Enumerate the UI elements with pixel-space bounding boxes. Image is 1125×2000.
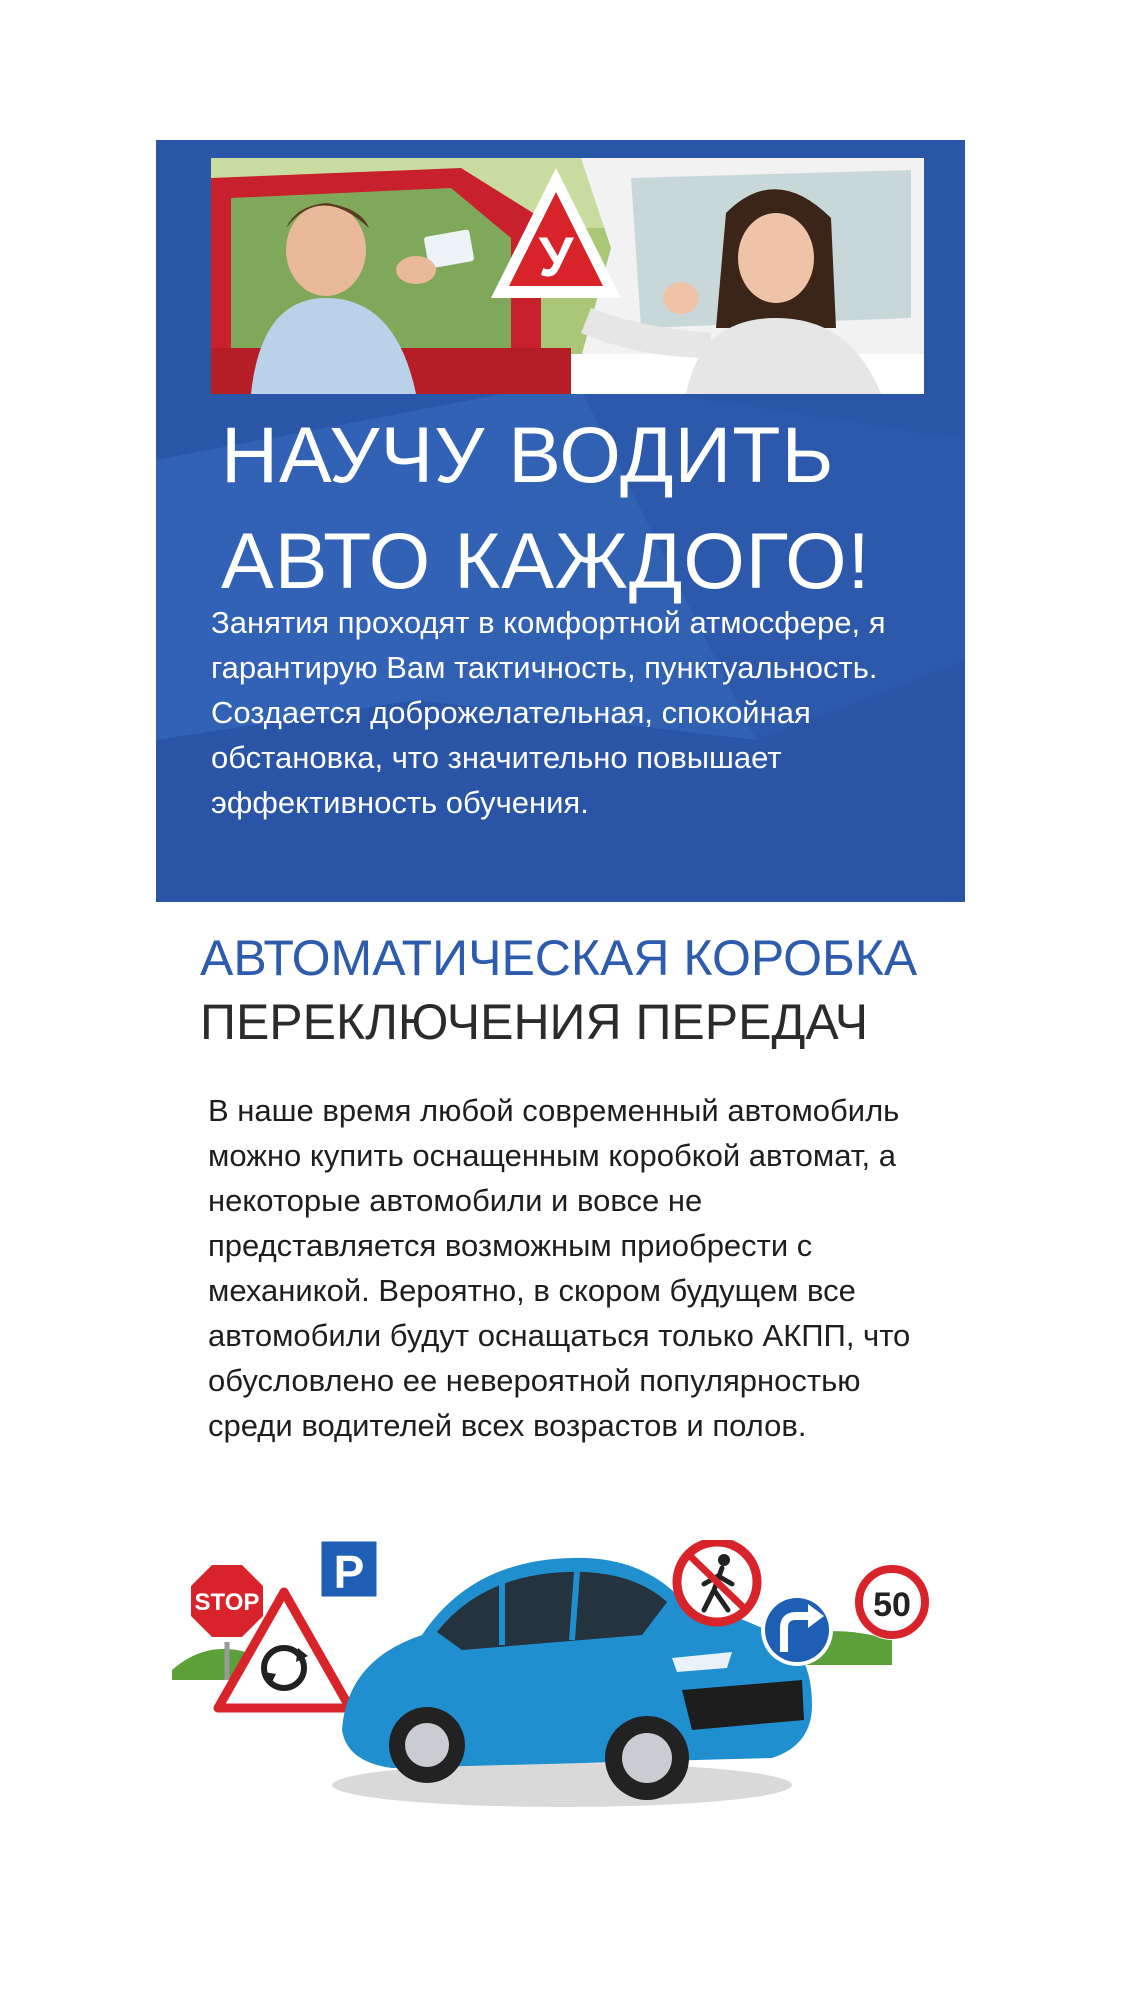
turn-right-sign-icon: [761, 1594, 833, 1666]
svg-text:50: 50: [873, 1586, 911, 1624]
man-figure: [286, 204, 366, 296]
woman-figure: [738, 213, 814, 303]
hero-photo: [211, 158, 924, 394]
pedestrian-sign-icon: [673, 1540, 761, 1626]
speed-limit-sign-icon: [854, 1564, 930, 1640]
section-title-line-2: ПЕРЕКЛЮЧЕНИЯ ПЕРЕДАЧ: [200, 994, 869, 1050]
car-and-signs-illustration: [172, 1540, 952, 1840]
section-title-line-1: АВТОМАТИЧЕСКАЯ КОРОБКА: [200, 930, 918, 986]
section-body-text: В наше время любой современный автомобиль можно купить оснащенным коробкой автомат, а некоторые автомобили и вовсе не представляется возможным приобрести с механикой. Вероятно, в скором будущем все автомобили будут оснащаться только АКПП, что обусловлено ее невероятной популярностью среди водителей всех возрастов и полов.: [208, 1093, 911, 1443]
svg-text:У: У: [538, 225, 574, 288]
svg-text:P: P: [333, 1546, 365, 1598]
headline-line-2: АВТО КАЖДОГО!: [221, 516, 871, 605]
hero-intro-text: Занятия проходят в комфортной атмосфере, я гарантирую Вам тактичность, пунктуальность. Создается доброжелательная, спокойная обстановка, что значительно повышает эффективность обучения.: [211, 605, 886, 820]
section-title: [200, 926, 1000, 1054]
parking-sign-icon: [320, 1540, 378, 1598]
hero-panel: [156, 140, 965, 902]
headline-line-1: НАУЧУ ВОДИТЬ: [221, 410, 835, 499]
hero-headline: [221, 402, 961, 614]
svg-text:STOP: STOP: [194, 1589, 260, 1616]
